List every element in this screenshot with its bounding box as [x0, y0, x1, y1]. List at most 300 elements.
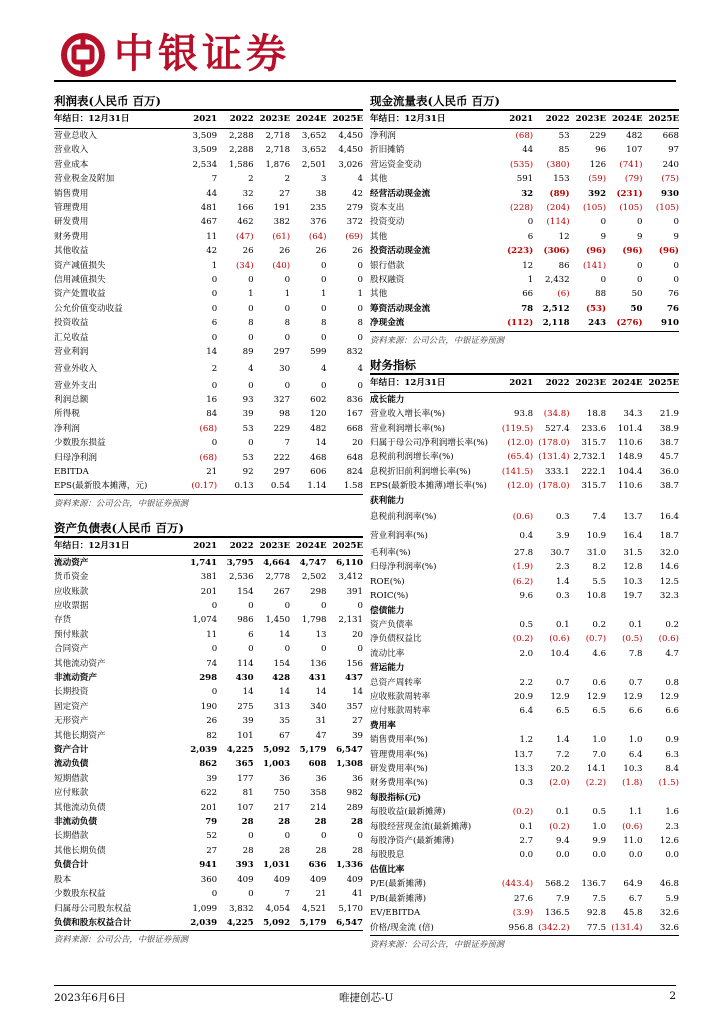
- row-label: 归母净利润率(%): [370, 562, 437, 573]
- row-value: 267: [273, 586, 291, 597]
- table-row: [54, 815, 363, 829]
- row-value: 97: [668, 145, 679, 156]
- row-value: 340: [310, 701, 327, 712]
- row-label: 销售费用率(%): [370, 735, 428, 746]
- row-value: 0: [321, 380, 327, 391]
- row-label: 营业收入: [54, 145, 89, 156]
- row-value: 0: [673, 217, 679, 228]
- row-value: (2.0): [549, 778, 570, 789]
- row-value: 32: [521, 188, 534, 199]
- row-value: (741): [619, 159, 643, 170]
- table-header-row: [370, 375, 679, 393]
- ratios-source-note: 资料来源：公司公告，中银证券预测: [370, 935, 679, 951]
- row-value: 5.5: [592, 576, 607, 587]
- row-value: (112): [507, 318, 534, 329]
- row-value: 3.9: [555, 530, 570, 541]
- row-value: 0: [248, 380, 254, 391]
- table-row: [370, 129, 679, 144]
- table-row: [54, 555, 363, 570]
- row-value: 229: [589, 131, 607, 141]
- row-value: (64): [308, 231, 327, 242]
- row-value: 10.9: [586, 530, 607, 541]
- table-row: [54, 451, 363, 465]
- row-value: 233.6: [581, 423, 607, 434]
- row-value: 154: [237, 586, 254, 597]
- row-value: 0: [211, 644, 218, 655]
- row-label: EBITDA: [54, 466, 89, 477]
- row-label: 资产合计: [54, 745, 89, 756]
- row-value: 1.2: [519, 735, 534, 746]
- row-value: 96: [595, 145, 607, 156]
- row-value: 824: [346, 466, 363, 477]
- table-row: [54, 345, 363, 359]
- row-value: 0: [600, 217, 607, 228]
- row-label: 营业收入增长率(%): [370, 409, 446, 420]
- row-value: (69): [345, 231, 363, 242]
- row-label: 筹资活动现金流: [370, 303, 431, 314]
- row-value: 0.1: [555, 807, 570, 818]
- row-label: 息税前利润率(%): [370, 511, 437, 522]
- row-value: 606: [310, 466, 327, 477]
- row-value: 4: [357, 363, 363, 374]
- row-value: (96): [585, 246, 607, 257]
- row-value: 1.0: [628, 735, 643, 746]
- table-row: [370, 906, 679, 920]
- row-value: 18.7: [659, 530, 679, 541]
- row-label: 应付账款周转率: [370, 706, 431, 717]
- row-value: 36.0: [659, 466, 679, 477]
- row-value: 114: [237, 658, 254, 669]
- row-value: 275: [237, 701, 254, 712]
- row-value: 327: [273, 394, 291, 405]
- row-label: 净利润: [370, 131, 396, 141]
- row-value: 0.7: [555, 677, 570, 688]
- table-row: [370, 647, 679, 661]
- row-value: 0: [321, 260, 327, 271]
- row-value: 6: [527, 231, 534, 242]
- row-value: 5.9: [665, 893, 679, 904]
- row-value: [533, 863, 569, 877]
- row-value: 1,876: [265, 159, 291, 170]
- table-row: [370, 187, 679, 201]
- row-value: 9.4: [555, 836, 570, 847]
- table-row: [370, 762, 679, 776]
- row-value: 9: [673, 231, 679, 242]
- row-label: P/E(最新摊薄): [370, 879, 427, 890]
- row-value: 668: [346, 423, 363, 434]
- row-value: (0.2): [512, 807, 534, 818]
- table-row: [54, 858, 363, 872]
- row-value: [497, 494, 533, 508]
- row-value: 0: [284, 303, 291, 314]
- row-value: 16.4: [659, 511, 679, 522]
- table-row: [54, 187, 363, 201]
- row-value: 101: [237, 730, 254, 741]
- table-row: [370, 407, 679, 421]
- row-label: 净利润: [54, 423, 80, 434]
- row-value: 0: [321, 332, 327, 343]
- row-value: 910: [661, 318, 679, 329]
- row-value: 6: [248, 629, 254, 640]
- header-year: 2025E: [643, 375, 679, 393]
- row-value: 437: [345, 673, 363, 683]
- row-value: 20: [352, 438, 363, 449]
- row-value: 28: [352, 845, 363, 856]
- row-value: 81: [242, 788, 254, 799]
- table-row: [54, 743, 363, 757]
- row-value: 36: [352, 773, 363, 784]
- row-label: 营业税金及附加: [54, 174, 115, 185]
- row-value: 31.5: [623, 547, 643, 558]
- row-value: 13: [315, 629, 327, 640]
- row-value: 0.1: [628, 619, 643, 630]
- row-value: 430: [235, 673, 254, 683]
- row-value: 14: [279, 629, 291, 640]
- row-value: 4,450: [338, 131, 363, 141]
- row-value: 4,747: [299, 557, 327, 568]
- row-value: [533, 791, 569, 805]
- row-value: [643, 494, 679, 508]
- row-value: 21: [206, 466, 218, 477]
- row-value: 107: [237, 802, 254, 813]
- table-row: [370, 244, 679, 258]
- row-value: 0: [600, 275, 607, 286]
- row-value: (96): [658, 246, 679, 257]
- row-value: 47: [315, 730, 327, 741]
- row-value: [606, 719, 642, 733]
- row-value: 4,225: [226, 917, 254, 928]
- income-statement-title: 利润表(人民币 百万): [54, 91, 363, 111]
- row-value: 7: [211, 174, 218, 185]
- row-value: (6.2): [512, 576, 534, 587]
- row-label: 息税前利润增长率(%): [370, 452, 454, 463]
- table-row: [370, 704, 679, 718]
- row-value: 1,741: [190, 557, 218, 568]
- row-label: 财务费用率(%): [370, 778, 428, 789]
- row-value: 0.1: [555, 619, 570, 630]
- row-label: EV/EBITDA: [370, 908, 421, 919]
- row-value: 599: [310, 347, 327, 358]
- row-label: 归属于母公司净利润增长率(%): [370, 437, 488, 448]
- row-value: (61): [272, 231, 291, 242]
- row-value: 214: [310, 802, 327, 813]
- row-value: 0: [284, 380, 291, 391]
- row-value: 136.7: [581, 879, 607, 890]
- table-row: [54, 479, 363, 493]
- table-row: [370, 661, 679, 675]
- row-value: (105): [582, 203, 607, 214]
- row-value: 462: [237, 217, 254, 228]
- header-year: 2023E: [254, 538, 290, 556]
- row-label: 价格/现金流 (倍): [370, 922, 434, 933]
- row-value: 982: [346, 788, 363, 799]
- row-value: 16.4: [623, 530, 643, 541]
- row-value: 0: [321, 600, 327, 611]
- table-row: [54, 158, 363, 172]
- row-value: 0: [284, 275, 291, 286]
- table-row: [54, 422, 363, 436]
- header-year: 2023E: [254, 111, 290, 129]
- row-value: 7.5: [592, 893, 607, 904]
- row-value: 41: [352, 889, 363, 900]
- row-value: (0.6): [622, 821, 643, 832]
- financial-ratios-title: 财务指标: [370, 355, 679, 375]
- row-value: (0.6): [658, 634, 679, 645]
- row-value: 52: [206, 831, 218, 842]
- row-value: 941: [199, 860, 218, 871]
- row-value: 357: [346, 701, 363, 712]
- row-value: 14.1: [586, 764, 607, 775]
- row-label: 经营活动现金流: [370, 188, 431, 199]
- row-label: 归属母公司股东权益: [54, 903, 132, 914]
- row-value: 648: [346, 452, 363, 463]
- row-label: 其他长期资产: [54, 730, 106, 741]
- header-year: 2021: [181, 111, 217, 129]
- table-row: [54, 916, 363, 930]
- row-value: 28: [242, 845, 254, 856]
- row-value: 32.6: [659, 922, 679, 933]
- row-value: 750: [273, 788, 291, 799]
- row-value: (443.4): [501, 879, 534, 890]
- row-value: 3,509: [192, 131, 218, 141]
- row-value: 6.7: [628, 893, 643, 904]
- income-source-note: 资料来源：公司公告，中银证券预测: [54, 494, 363, 510]
- row-value: 27: [206, 845, 218, 856]
- row-value: 5,179: [299, 917, 327, 928]
- row-value: 2,512: [542, 303, 570, 314]
- row-value: 6,547: [336, 745, 363, 756]
- table-header-row: [54, 111, 363, 129]
- row-value: 0: [211, 687, 218, 698]
- bank-of-china-logo-icon: [60, 32, 106, 78]
- row-label: 估值比率: [370, 864, 405, 875]
- row-value: (0.6): [549, 634, 570, 645]
- row-value: 53: [242, 452, 254, 463]
- row-value: 0: [637, 217, 643, 228]
- row-value: 1.4: [555, 735, 570, 746]
- table-row: [370, 172, 679, 186]
- row-value: 431: [308, 673, 327, 683]
- row-value: (0.5): [622, 634, 643, 645]
- table-row: [370, 676, 679, 690]
- table-row: [54, 201, 363, 215]
- row-value: 527.4: [545, 423, 570, 434]
- row-value: 191: [273, 203, 291, 214]
- header-year: 2021: [497, 111, 533, 129]
- row-value: 20: [352, 629, 363, 640]
- row-value: 10.4: [550, 648, 570, 659]
- table-row: [54, 729, 363, 743]
- row-value: 1,031: [263, 860, 291, 871]
- row-value: 6.6: [665, 706, 679, 717]
- row-value: (68): [515, 131, 534, 141]
- table-row: [370, 422, 679, 436]
- row-label: 其他: [370, 231, 388, 242]
- row-label: 投资变动: [370, 217, 405, 228]
- row-value: 602: [310, 394, 327, 405]
- row-label: 获利能力: [370, 495, 405, 506]
- cashflow-statement-table: [370, 111, 679, 331]
- row-value: 190: [200, 701, 218, 712]
- row-value: 2.2: [519, 677, 534, 688]
- row-label: 少数股东权益: [54, 889, 106, 900]
- row-label: 资本支出: [370, 203, 405, 214]
- row-value: (6): [557, 289, 570, 300]
- row-value: (342.2): [538, 922, 570, 933]
- row-value: 10.3: [623, 764, 643, 775]
- table-row: [54, 287, 363, 301]
- row-label: 投资收益: [54, 318, 89, 329]
- row-value: 26: [242, 246, 254, 257]
- row-label: 销售费用: [54, 188, 89, 199]
- row-value: 409: [237, 874, 254, 885]
- row-value: 93: [242, 394, 254, 405]
- row-value: 44: [206, 188, 218, 199]
- table-row: [370, 892, 679, 906]
- row-value: 34.3: [623, 409, 643, 420]
- row-label: 利润总额: [54, 394, 89, 405]
- row-value: (0.17): [191, 481, 218, 492]
- table-row: [370, 791, 679, 805]
- row-label: 每股收益(最新摊薄): [370, 807, 446, 818]
- row-value: 14: [279, 687, 291, 698]
- row-label: 长期借款: [54, 831, 89, 842]
- row-value: 0.1: [519, 821, 534, 832]
- table-row: [54, 801, 363, 815]
- row-value: [643, 719, 679, 733]
- row-value: 0: [527, 217, 534, 228]
- table-row: [54, 172, 363, 186]
- row-value: 0: [284, 600, 291, 611]
- table-row: [370, 618, 679, 632]
- row-label: 存货: [54, 615, 72, 626]
- row-value: [570, 863, 606, 877]
- row-value: 0: [211, 889, 218, 900]
- table-header-row: [370, 111, 679, 129]
- row-value: 64.9: [623, 879, 643, 890]
- row-value: [570, 494, 606, 508]
- row-value: 74: [206, 658, 218, 669]
- row-label: EPS(最新股本摊薄，元): [54, 481, 148, 492]
- table-row: [54, 786, 363, 800]
- table-row: [370, 921, 679, 935]
- row-label: 营业成本: [54, 159, 89, 170]
- row-value: 482: [626, 131, 643, 141]
- header-label: 年结日：12月31日: [54, 111, 181, 129]
- row-value: 89: [242, 347, 254, 358]
- row-value: 1.6: [665, 807, 679, 818]
- table-row: [54, 570, 363, 584]
- row-label: 无形资产: [54, 716, 89, 727]
- header-year: 2022: [217, 111, 253, 129]
- row-value: 1,798: [301, 615, 327, 626]
- row-label: 流动负债: [54, 759, 89, 770]
- row-value: 167: [346, 409, 363, 420]
- row-value: 14.6: [659, 562, 679, 573]
- row-value: 13.3: [514, 764, 534, 775]
- row-value: 27: [279, 188, 291, 199]
- row-value: 636: [308, 860, 327, 871]
- row-value: 50: [631, 289, 643, 300]
- row-value: 9.6: [519, 591, 534, 602]
- row-value: 136.5: [545, 908, 570, 919]
- table-row: [54, 316, 363, 330]
- row-value: 38.9: [659, 423, 679, 434]
- table-row: [370, 259, 679, 273]
- row-value: 381: [200, 572, 218, 583]
- row-value: 32.3: [659, 591, 679, 602]
- row-label: 非流动负债: [54, 817, 97, 828]
- row-value: 313: [273, 701, 291, 712]
- row-value: 0: [211, 332, 218, 343]
- header-year: 2021: [181, 538, 217, 556]
- row-value: (141.5): [501, 466, 534, 477]
- row-value: 358: [310, 788, 327, 799]
- row-value: 28: [351, 817, 363, 828]
- row-value: (204): [546, 203, 570, 214]
- row-value: 832: [346, 347, 363, 358]
- row-value: 39: [242, 716, 254, 727]
- row-value: [570, 392, 606, 407]
- row-value: 26: [279, 246, 291, 257]
- row-value: 12: [522, 260, 534, 271]
- row-value: 2,718: [265, 145, 291, 156]
- table-row: [54, 873, 363, 887]
- header-label: 年结日：12月31日: [370, 111, 497, 129]
- row-value: 32.6: [659, 908, 679, 919]
- row-value: 4,521: [301, 903, 327, 914]
- table-row: [370, 201, 679, 215]
- row-value: 27.8: [514, 547, 534, 558]
- row-value: [497, 719, 533, 733]
- page-header: [0, 0, 724, 80]
- row-value: 3,795: [226, 557, 254, 568]
- table-row: [54, 657, 363, 671]
- row-value: 6,110: [336, 557, 363, 568]
- logo-text: 中银证券: [114, 30, 290, 77]
- row-value: 13.7: [514, 749, 534, 760]
- row-label: 其他收益: [54, 246, 89, 257]
- footer-page-number: 2: [669, 990, 676, 1002]
- row-value: 27.6: [514, 893, 534, 904]
- row-label: 营业外支出: [54, 380, 97, 391]
- table-row: [370, 575, 679, 589]
- table-row: [54, 302, 363, 316]
- row-value: (105): [655, 203, 679, 214]
- row-value: 4,450: [338, 145, 363, 156]
- row-value: 39: [206, 773, 218, 784]
- row-value: 0: [248, 303, 254, 314]
- income-statement-table: [54, 111, 363, 494]
- row-value: 1,099: [192, 903, 218, 914]
- table-row: [54, 273, 363, 287]
- row-value: 0.3: [519, 778, 534, 789]
- row-value: 0: [284, 644, 291, 655]
- row-value: 98: [279, 409, 291, 420]
- table-row: [370, 805, 679, 819]
- row-value: 2,131: [338, 615, 363, 626]
- row-value: [606, 863, 642, 877]
- row-value: [606, 661, 642, 675]
- row-value: 0.0: [665, 850, 679, 861]
- row-value: 12.9: [586, 692, 607, 702]
- row-value: 38.7: [659, 437, 679, 448]
- header-year: 2024E: [290, 111, 326, 129]
- row-value: 986: [237, 615, 254, 626]
- table-row: [370, 589, 679, 603]
- row-value: 4: [357, 174, 363, 185]
- row-value: 7.2: [555, 749, 570, 760]
